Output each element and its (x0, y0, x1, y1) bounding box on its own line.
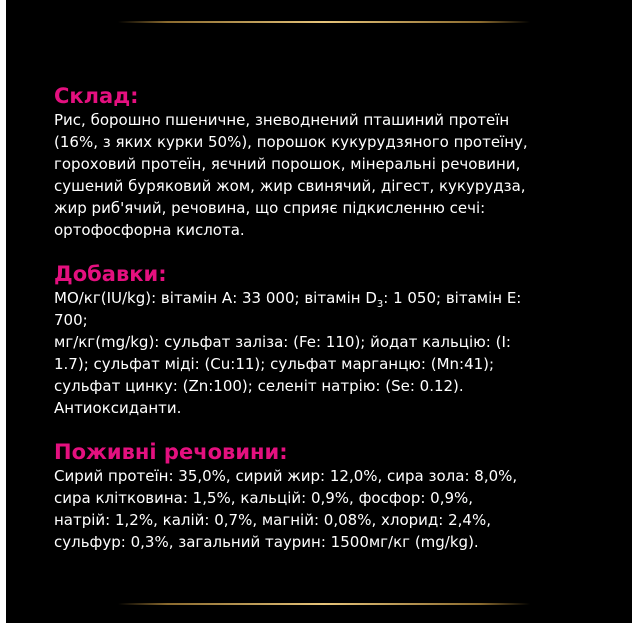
top-divider (118, 21, 530, 23)
composition-line: жир риб'ячий, речовина, що сприяє підкисленню сечі: (54, 199, 486, 217)
additives-line: 1.7); сульфат міді: (Cu:11); сульфат марганцю: (Mn:41); (54, 355, 495, 373)
nutrients-section (54, 439, 614, 553)
bottom-divider (118, 603, 530, 605)
nutrients-line: натрій: 1,2%, калій: 0,7%, магній: 0,08%, хлорид: 2,4%, (54, 511, 491, 529)
ingredients-panel (6, 0, 632, 623)
composition-line: (16%, з яких курки 50%), порошок кукурудзяного протеїну, (54, 133, 528, 151)
composition-section (54, 83, 614, 241)
nutrients-line: Сирий протеїн: 35,0%, сирий жир: 12,0%, сира зола: 8,0%, (54, 467, 518, 485)
additives-line: сульфат цинку: (Zn:100); селеніт натрію: (Se: 0.12). (54, 377, 464, 395)
vitamin-text-rest: : 1 050; вітамін Е: (383, 289, 522, 307)
composition-line: гороховий протеїн, яєчний порошок, мінеральні речовини, (54, 155, 521, 173)
additives-section (54, 261, 614, 419)
nutrients-line: сульфур: 0,3%, загальний таурин: 1500мг/кг (mg/kg). (54, 533, 479, 551)
composition-line: сушений буряковий жом, жир свинячий, дігест, кукурудза, (54, 177, 526, 195)
vitamin-d-subscript: 3 (376, 299, 384, 310)
content (54, 83, 614, 573)
additives-heading: Добавки: (54, 262, 167, 286)
additives-line (54, 287, 614, 309)
composition-line: ортофосфорна кислота. (54, 221, 245, 239)
additives-line: 700; (54, 311, 88, 329)
composition-heading: Склад: (54, 84, 139, 108)
composition-line: Рис, борошно пшеничне, зневоднений пташиний протеїн (54, 111, 510, 129)
vitamin-text: МО/кг(IU/kg): вітамін А: 33 000; вітамін D (54, 289, 377, 307)
additives-line: мг/кг(mg/kg): сульфат заліза: (Fe: 110); йодат кальцію: (I: (54, 333, 511, 351)
additives-line: Антиоксиданти. (54, 399, 182, 417)
nutrients-line: сира клітковина: 1,5%, кальцій: 0,9%, фосфор: 0,9%, (54, 489, 474, 507)
nutrients-heading: Поживні речовини: (54, 440, 288, 464)
